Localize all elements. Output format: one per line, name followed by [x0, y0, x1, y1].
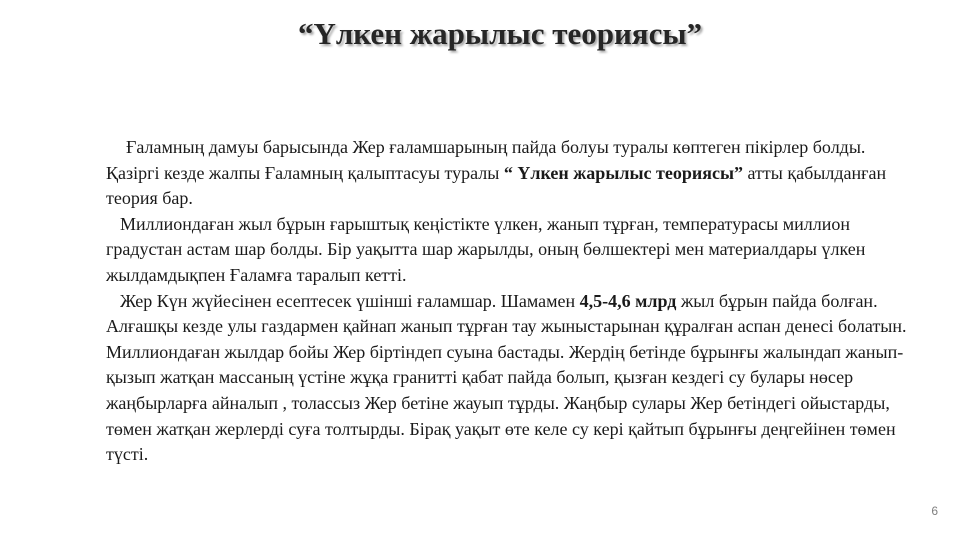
text-segment: жыл бұрын пайда болған. Алғашқы кезде улы газдармен қайнап жанып тұрған тау жыныстарынан құралған аспан денесі болатын. Миллиондаған жылдар бойы Жер біртіндеп суына бастады. Жердің бетінде бұрынғы жалындап жанып-қызып жатқан массаның үстіне жұқа гранитті қабат пайда болып, қызған кездегі су булары нөсер жаңбырларға айналып , толассыз Жер бетіне жауып тұрды. Жаңбыр сулары Жер бетіндегі ойыстарды, төмен жатқан жерлерді суға толтырды. Бірақ уақыт өте келе су кері қайтып бұрынғы деңгейінен төмен түсті. — [106, 290, 907, 465]
paragraph-earth-formation — [106, 289, 914, 468]
text-segment: атты қабылданған теория бар. — [106, 162, 887, 209]
text-segment: Ғаламның дамуы барысында Жер ғаламшарының пайда болуы туралы көптеген пікірлер болды. Қазіргі кезде жалпы Ғаламның қалыптасуы туралы — [106, 137, 866, 183]
slide-title: “Үлкен жарылыс теориясы” — [297, 16, 703, 51]
paragraph-big-bang-intro — [106, 135, 914, 212]
text-segment-bold: “ Үлкен жарылыс теориясы” — [503, 162, 744, 183]
paragraph-explosion — [106, 212, 914, 289]
text-segment-bold: 4,5-4,6 млрд — [579, 290, 677, 311]
slide-body — [106, 135, 914, 468]
page-number: 6 — [931, 504, 938, 518]
text-segment: Жер Күн жүйесінен есептесек үшінші ғаламшар. Шамамен — [120, 290, 580, 311]
text-segment: Миллиондаған жыл бұрын ғарыштық кеңістікте үлкен, жанып тұрған, температурасы миллион градустан астам шар болды. Бір уақытта шар жарылды, оның бөлшектері мен материалдары үлкен жылдамдықпен Ғаламға таралып кетті. — [106, 213, 866, 285]
